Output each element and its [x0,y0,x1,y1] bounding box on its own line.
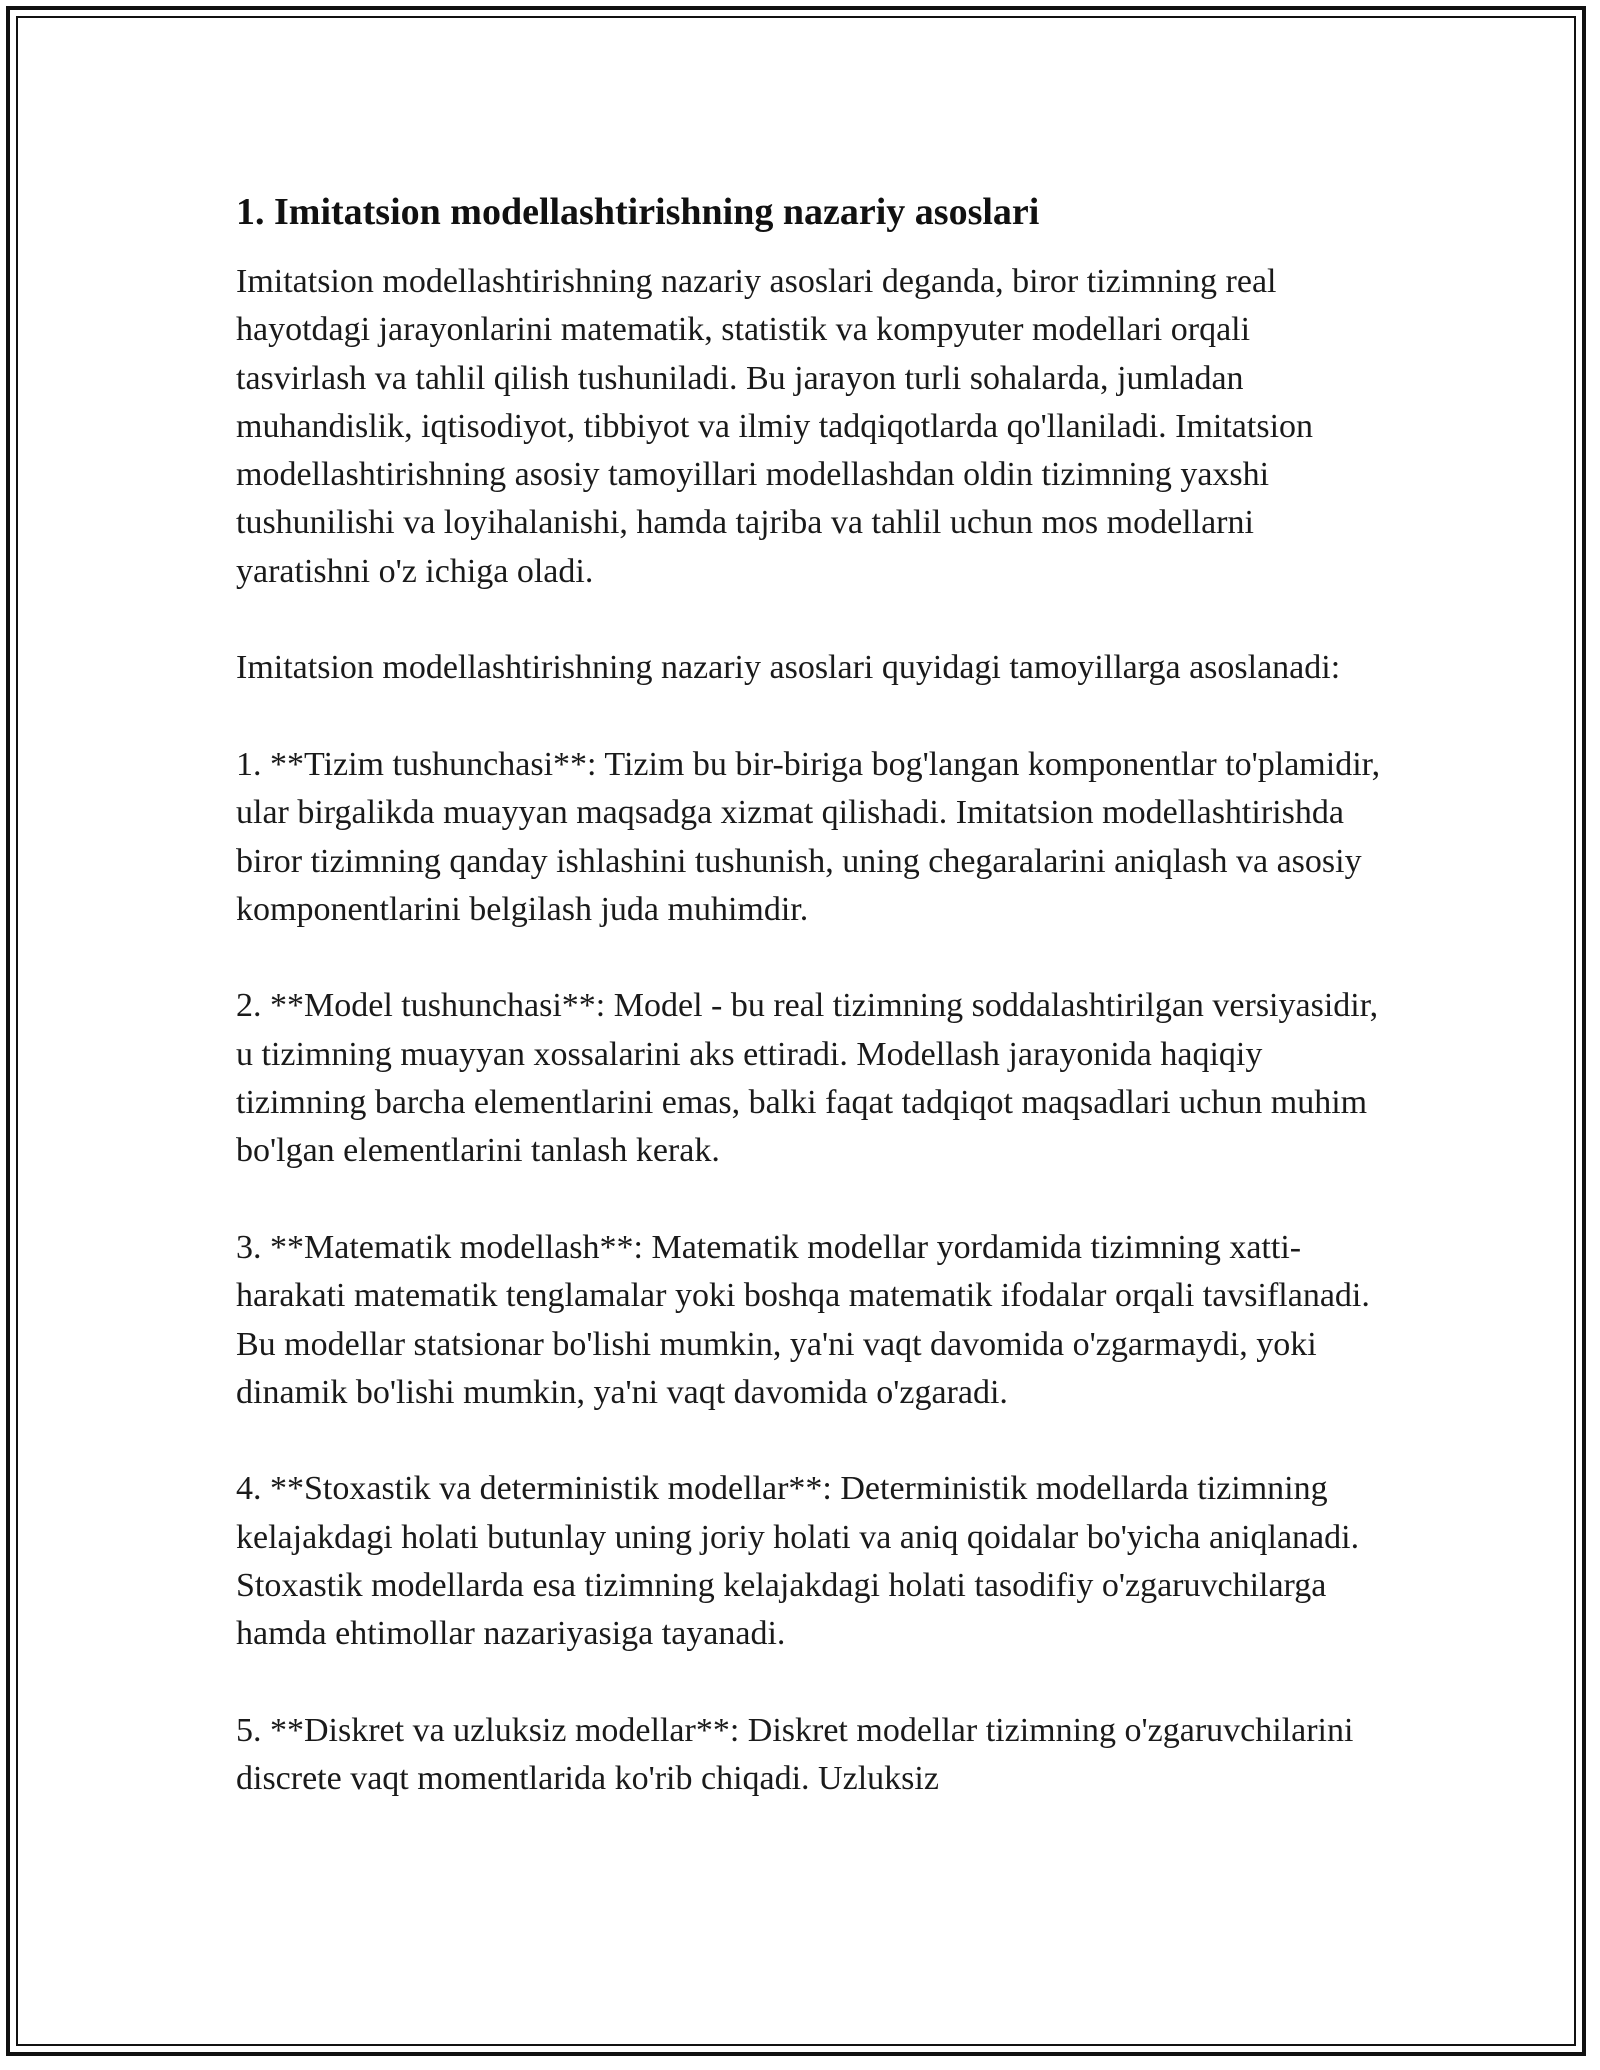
principle-item-4: 4. **Stoxastik va deterministik modellar**: Deterministik modellarda tizimning kelajakdagi holati butunlay uning joriy holati va aniq qoidalar bo'yicha aniqlanadi. Stoxastik modellarda esa tizimning kelajakdagi holati tasodifiy o'zgaruvchilarga hamda ehtimollar nazariyasiga tayanadi. [236,1470,1360,1653]
principle-item-2: 2. **Model tushunchasi**: Model - bu real tizimning soddalashtirilgan versiyasidir, u tizimning muayyan xossalarini aks ettiradi. Modellash jarayonida haqiqiy tizimning barcha elementlarini emas, balki faqat tadqiqot maqsadlari uchun muhim bo'lgan elementlarini tanlash kerak. [236,987,1379,1170]
section-heading: 1. Imitatsion modellashtirishning nazariy asoslari [236,191,1040,233]
principle-item-1: 1. **Tizim tushunchasi**: Tizim bu bir-biriga bog'langan komponentlar to'plamidir, ular birgalikda muayyan maqsadga xizmat qilishadi. Imitatsion modellashtirishda biror tizimning qanday ishlashini tushunish, uning chegaralarini aniqlash va asosiy komponentlarini belgilash juda muhimdir. [236,745,1381,928]
principle-item-3: 3. **Matematik modellash**: Matematik modellar yordamida tizimning xatti-harakati matematik tenglamalar yoki boshqa matematik ifodalar orqali tavsiflanadi. Bu modellar statsionar bo'lishi mumkin, ya'ni vaqt davomida o'zgarmaydi, yoki dinamik bo'lishi mumkin, ya'ni vaqt davomida o'zgaradi. [236,1228,1370,1411]
intro-paragraph: Imitatsion modellashtirishning nazariy asoslari deganda, biror tizimning real hayotdagi jarayonlarini matematik, statistik va kompyuter modellari orqali tasvirlash va tahlil qilish tushuniladi. Bu jarayon turli sohalarda, jumladan muhandislik, iqtisodiyot, tibbiyot va ilmiy tadqiqotlarda qo'llaniladi. Imitatsion modellashtirishning asosiy tamoyillari modellashdan oldin tizimning yaxshi tushunilishi va loyihalanishi, hamda tajriba va tahlil uchun mos modellarni yaratishni o'z ichiga oladi. [236,263,1314,590]
document-body [236,186,1386,1852]
principle-item-5: 5. **Diskret va uzluksiz modellar**: Diskret modellar tizimning o'zgaruvchilarini discrete vaqt momentlarida ko'rib chiqadi. Uzluksiz [236,1711,1354,1798]
principles-intro-paragraph: Imitatsion modellashtirishning nazariy asoslari quyidagi tamoyillarga asoslanadi: [236,649,1341,687]
